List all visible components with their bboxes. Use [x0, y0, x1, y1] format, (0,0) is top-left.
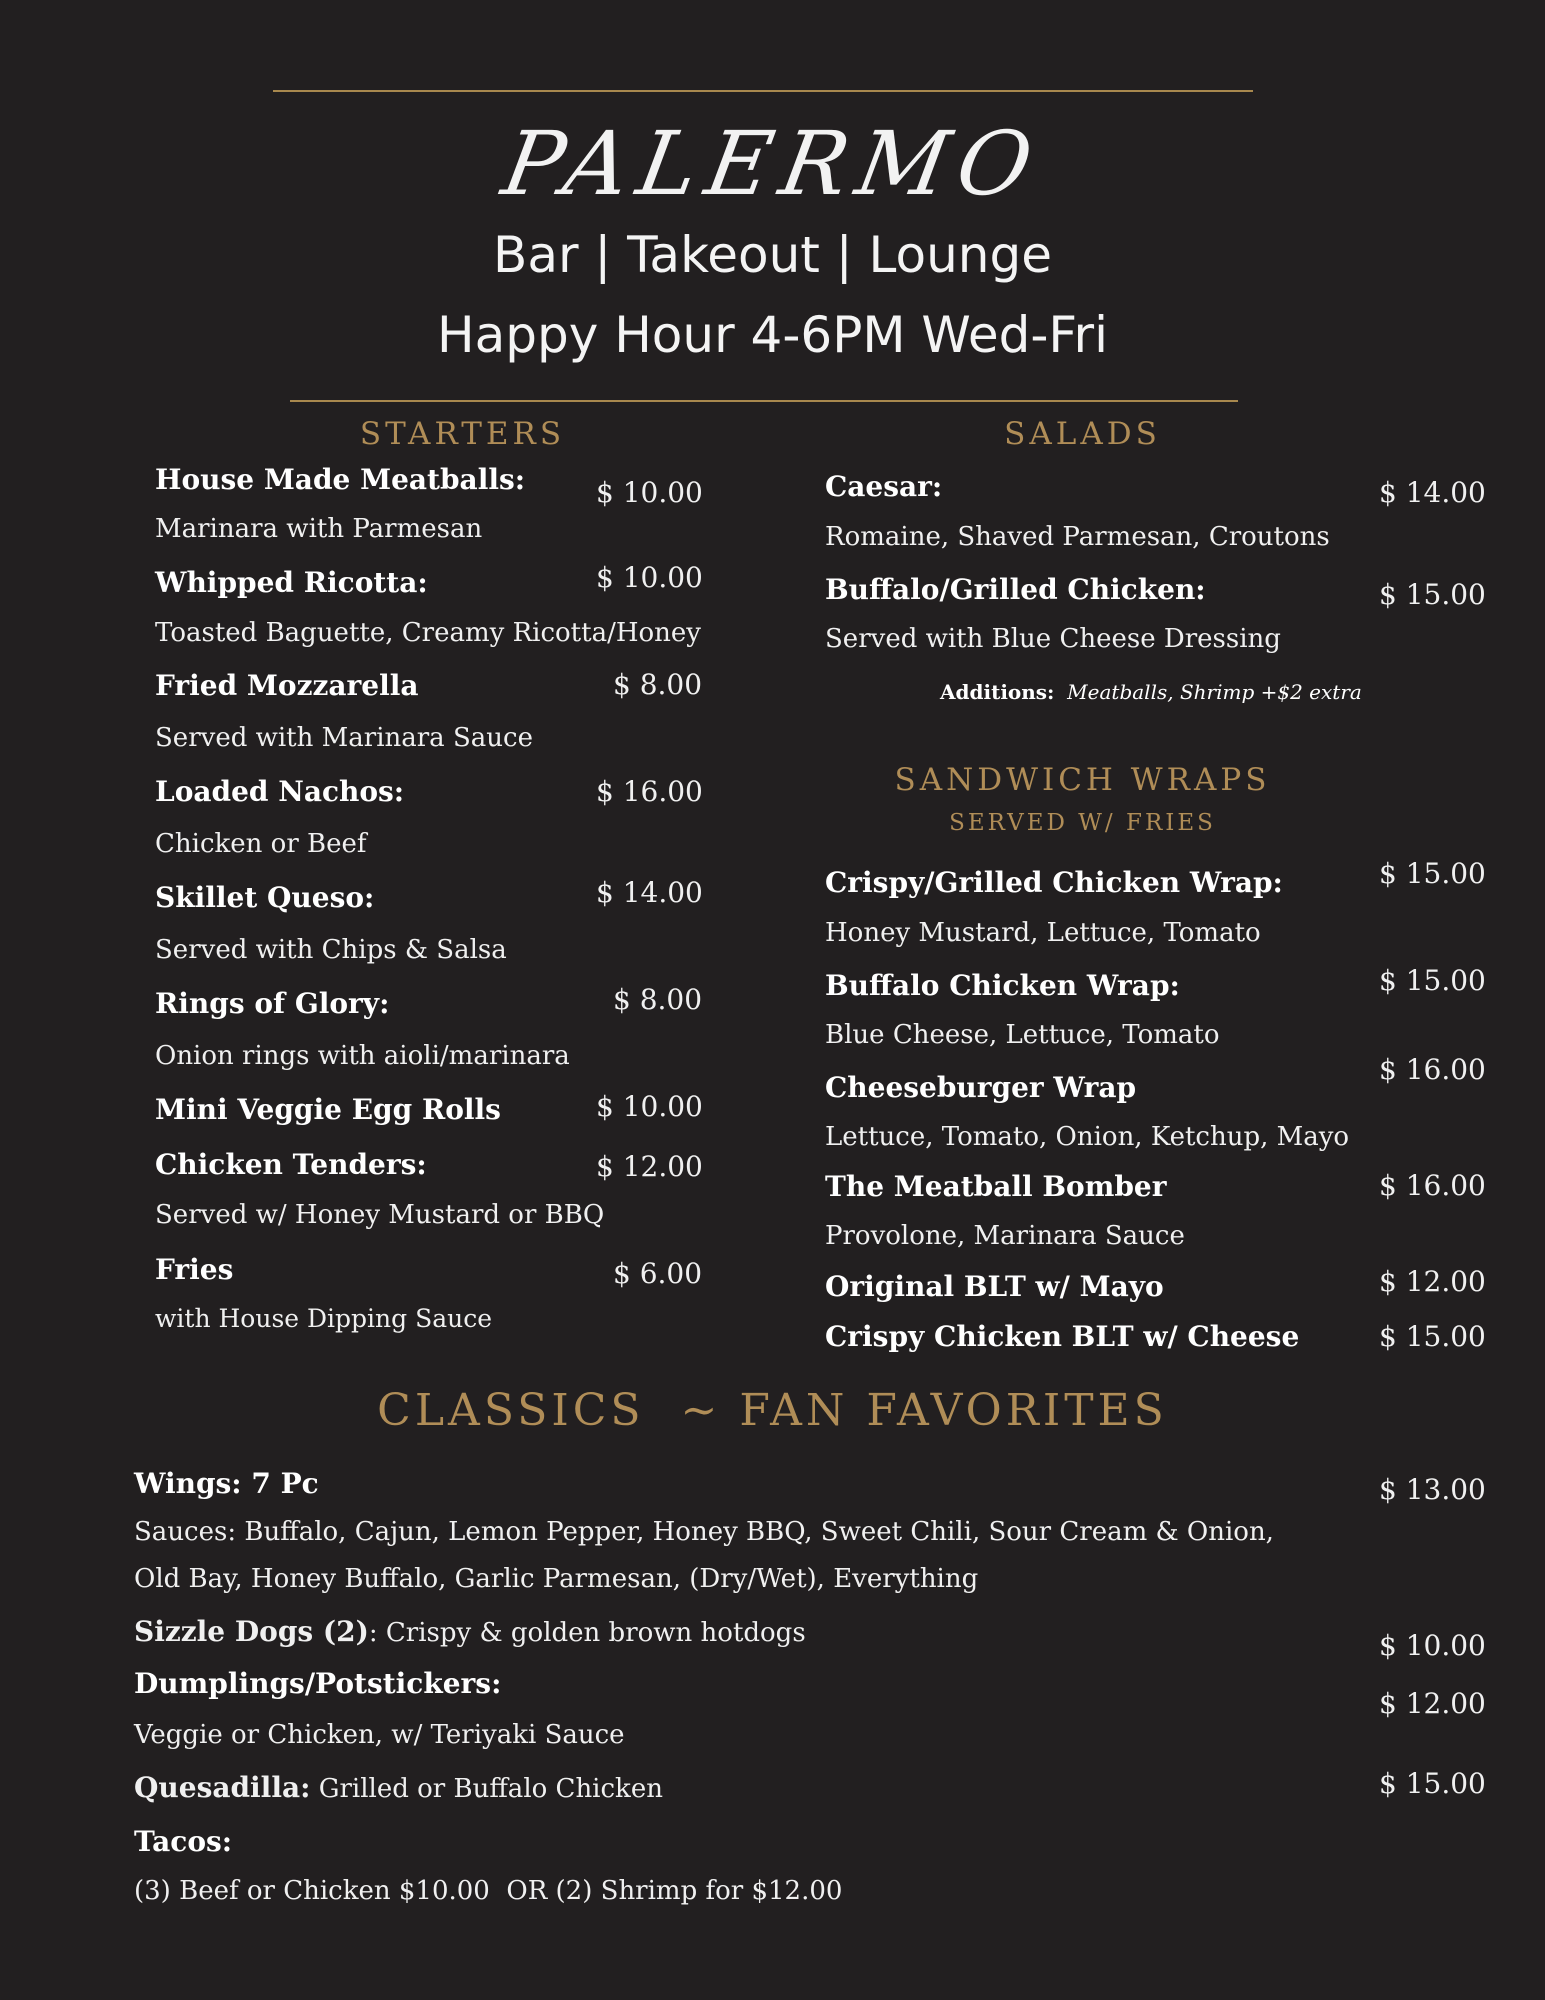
- starter-price: $ 10.00: [596, 561, 703, 594]
- starter-price: $ 10.00: [596, 1090, 703, 1123]
- starter-name: Skillet Queso:: [155, 881, 375, 914]
- wrap-name: Original BLT w/ Mayo: [825, 1270, 1164, 1303]
- quesadilla-desc: Grilled or Buffalo Chicken: [310, 1774, 663, 1804]
- wrap-price: $ 15.00: [1379, 1320, 1486, 1353]
- tagline: Bar | Takeout | Lounge: [493, 226, 1052, 284]
- starter-desc: with House Dipping Sauce: [155, 1304, 493, 1333]
- wrap-name: Buffalo Chicken Wrap:: [825, 969, 1180, 1002]
- starter-price: $ 8.00: [613, 668, 703, 701]
- wings-price: $ 13.00: [1379, 1473, 1486, 1506]
- quesadilla-line: [134, 1771, 663, 1804]
- section-title-salads: SALADS: [1004, 416, 1161, 452]
- section-title-wraps: SANDWICH WRAPS: [894, 762, 1271, 798]
- starter-price: $ 12.00: [596, 1150, 703, 1183]
- starter-name: Chicken Tenders:: [155, 1148, 427, 1181]
- wings-desc: Sauces: Buffalo, Cajun, Lemon Pepper, Honey BBQ, Sweet Chili, Sour Cream & Onion,: [134, 1517, 1274, 1547]
- wrap-desc: Provolone, Marinara Sauce: [825, 1221, 1185, 1251]
- salad-price: $ 14.00: [1379, 476, 1486, 509]
- salad-name: Buffalo/Grilled Chicken:: [825, 573, 1206, 606]
- quesadilla-name: Quesadilla:: [134, 1771, 311, 1804]
- starter-desc: Chicken or Beef: [155, 829, 367, 859]
- wrap-price: $ 15.00: [1379, 964, 1486, 997]
- wrap-name: Crispy/Grilled Chicken Wrap:: [825, 866, 1283, 899]
- starter-price: $ 8.00: [613, 983, 703, 1016]
- wrap-desc: Blue Cheese, Lettuce, Tomato: [825, 1020, 1220, 1050]
- starter-price: $ 14.00: [596, 876, 703, 909]
- section-title-starters: STARTERS: [359, 416, 566, 452]
- wrap-desc: Lettuce, Tomato, Onion, Ketchup, Mayo: [825, 1122, 1350, 1152]
- dumplings-desc: Veggie or Chicken, w/ Teriyaki Sauce: [134, 1720, 625, 1750]
- salad-price: $ 15.00: [1379, 578, 1486, 611]
- starter-price: $ 10.00: [596, 476, 703, 509]
- starter-price: $ 16.00: [596, 775, 703, 808]
- wrap-price: $ 12.00: [1379, 1265, 1486, 1298]
- wrap-price: $ 16.00: [1379, 1169, 1486, 1202]
- starter-desc: Served with Marinara Sauce: [155, 723, 533, 753]
- additions-text: Meatballs, Shrimp +$2 extra: [1067, 680, 1362, 704]
- salad-desc: Served with Blue Cheese Dressing: [825, 624, 1281, 654]
- brand-logo: PALERMO: [495, 112, 1050, 215]
- tacos-name: Tacos:: [134, 1825, 233, 1858]
- wrap-desc: Honey Mustard, Lettuce, Tomato: [825, 918, 1261, 948]
- starter-desc: Onion rings with aioli/marinara: [155, 1041, 570, 1071]
- dumplings-price: $ 12.00: [1379, 1687, 1486, 1720]
- tacos-desc: (3) Beef or Chicken $10.00 OR (2) Shrimp for $12.00: [134, 1876, 843, 1906]
- salad-name: Caesar:: [825, 470, 943, 503]
- starter-name: Whipped Ricotta:: [155, 566, 428, 599]
- wings-name: Wings: 7 Pc: [134, 1467, 319, 1500]
- starter-name: Mini Veggie Egg Rolls: [155, 1093, 501, 1126]
- starter-desc: Marinara with Parmesan: [155, 514, 483, 544]
- happy-hour: Happy Hour 4-6PM Wed-Fri: [437, 306, 1108, 364]
- additions-label: Additions:: [940, 680, 1055, 704]
- wrap-price: $ 15.00: [1379, 857, 1486, 890]
- sizzle-dogs-name: Sizzle Dogs (2): [134, 1615, 369, 1648]
- wrap-price: $ 16.00: [1379, 1053, 1486, 1086]
- starter-name: Fries: [155, 1253, 234, 1286]
- top-divider: [273, 90, 1253, 92]
- wrap-name: The Meatball Bomber: [825, 1170, 1167, 1203]
- starter-name: House Made Meatballs:: [155, 463, 526, 496]
- starter-name: Rings of Glory:: [155, 987, 390, 1020]
- sizzle-dogs-price: $ 10.00: [1379, 1629, 1486, 1662]
- starter-desc: Toasted Baguette, Creamy Ricotta/Honey: [155, 618, 701, 648]
- starter-price: $ 6.00: [613, 1257, 703, 1290]
- wrap-name: Cheeseburger Wrap: [825, 1071, 1137, 1104]
- sizzle-dogs-desc: : Crispy & golden brown hotdogs: [368, 1618, 806, 1648]
- starter-name: Loaded Nachos:: [155, 775, 405, 808]
- starter-name: Fried Mozzarella: [155, 669, 419, 702]
- header-divider: [290, 400, 1238, 402]
- wings-desc: Old Bay, Honey Buffalo, Garlic Parmesan, (Dry/Wet), Everything: [134, 1564, 979, 1594]
- section-title-classics: CLASSICS ~ FAN FAVORITES: [377, 1385, 1168, 1436]
- quesadilla-price: $ 15.00: [1379, 1767, 1486, 1800]
- starter-desc: Served w/ Honey Mustard or BBQ: [155, 1200, 605, 1230]
- salad-additions: [940, 680, 1362, 704]
- starter-desc: Served with Chips & Salsa: [155, 935, 507, 965]
- wrap-name: Crispy Chicken BLT w/ Cheese: [825, 1320, 1300, 1353]
- dumplings-name: Dumplings/Potstickers:: [134, 1667, 502, 1700]
- salad-desc: Romaine, Shaved Parmesan, Croutons: [825, 522, 1330, 552]
- sizzle-dogs-line: [134, 1615, 806, 1648]
- section-subtitle-wraps: SERVED W/ FRIES: [949, 810, 1216, 836]
